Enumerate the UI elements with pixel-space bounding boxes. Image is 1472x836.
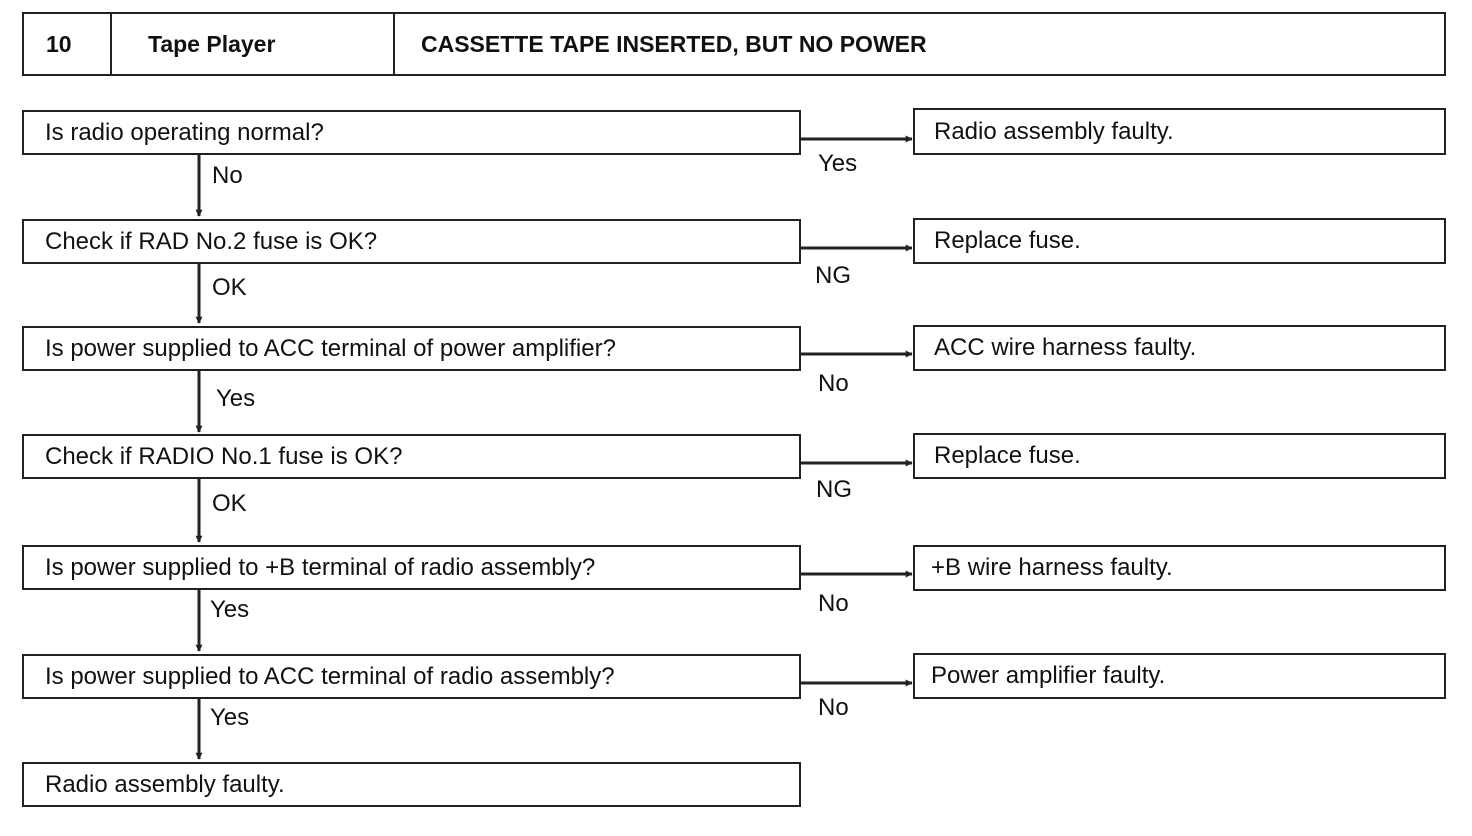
branch-label-6: No <box>818 694 849 721</box>
final-result-text: Radio assembly faulty. <box>45 770 285 798</box>
question-text: Check if RADIO No.1 fuse is OK? <box>45 442 403 470</box>
question-text: Is radio operating normal? <box>45 118 324 146</box>
result-box-3 <box>913 325 1446 371</box>
result-box-6 <box>913 653 1446 699</box>
result-box-5 <box>913 545 1446 591</box>
result-text: Power amplifier faulty. <box>931 662 1166 689</box>
branch-label-4: NG <box>816 476 852 503</box>
final-result-box <box>22 762 801 807</box>
question-box-3 <box>22 326 801 371</box>
question-text: Is power supplied to ACC terminal of power amplifier? <box>45 334 616 362</box>
symptom-title: CASSETTE TAPE INSERTED, BUT NO POWER <box>421 30 927 57</box>
result-box-1 <box>913 108 1446 155</box>
next-label-3: Yes <box>216 385 256 412</box>
next-label-6: Yes <box>210 704 250 731</box>
procedure-number: 10 <box>24 14 112 74</box>
branch-label-1: Yes <box>818 150 858 177</box>
result-box-4 <box>913 433 1446 479</box>
next-label-4: OK <box>212 490 247 517</box>
result-box-2 <box>913 218 1446 264</box>
question-text: Is power supplied to ACC terminal of radio assembly? <box>45 662 615 690</box>
next-label-5: Yes <box>210 596 250 623</box>
question-text: Check if RAD No.2 fuse is OK? <box>45 227 378 255</box>
next-label-2: OK <box>212 274 247 301</box>
question-box-4 <box>22 434 801 479</box>
result-text: Replace fuse. <box>934 227 1081 254</box>
branch-label-2: NG <box>815 262 851 289</box>
question-text: Is power supplied to +B terminal of radio assembly? <box>45 553 596 581</box>
question-box-6 <box>22 654 801 699</box>
result-text: Replace fuse. <box>934 442 1081 469</box>
result-text: Radio assembly faulty. <box>934 117 1174 145</box>
question-box-5 <box>22 545 801 590</box>
question-box-1 <box>22 110 801 155</box>
system-name: Tape Player <box>112 14 395 74</box>
branch-label-3: No <box>818 370 849 397</box>
next-label-1: No <box>212 162 243 189</box>
question-box-2 <box>22 219 801 264</box>
result-text: ACC wire harness faulty. <box>934 334 1197 361</box>
branch-label-5: No <box>818 590 849 617</box>
result-text: +B wire harness faulty. <box>931 554 1173 581</box>
